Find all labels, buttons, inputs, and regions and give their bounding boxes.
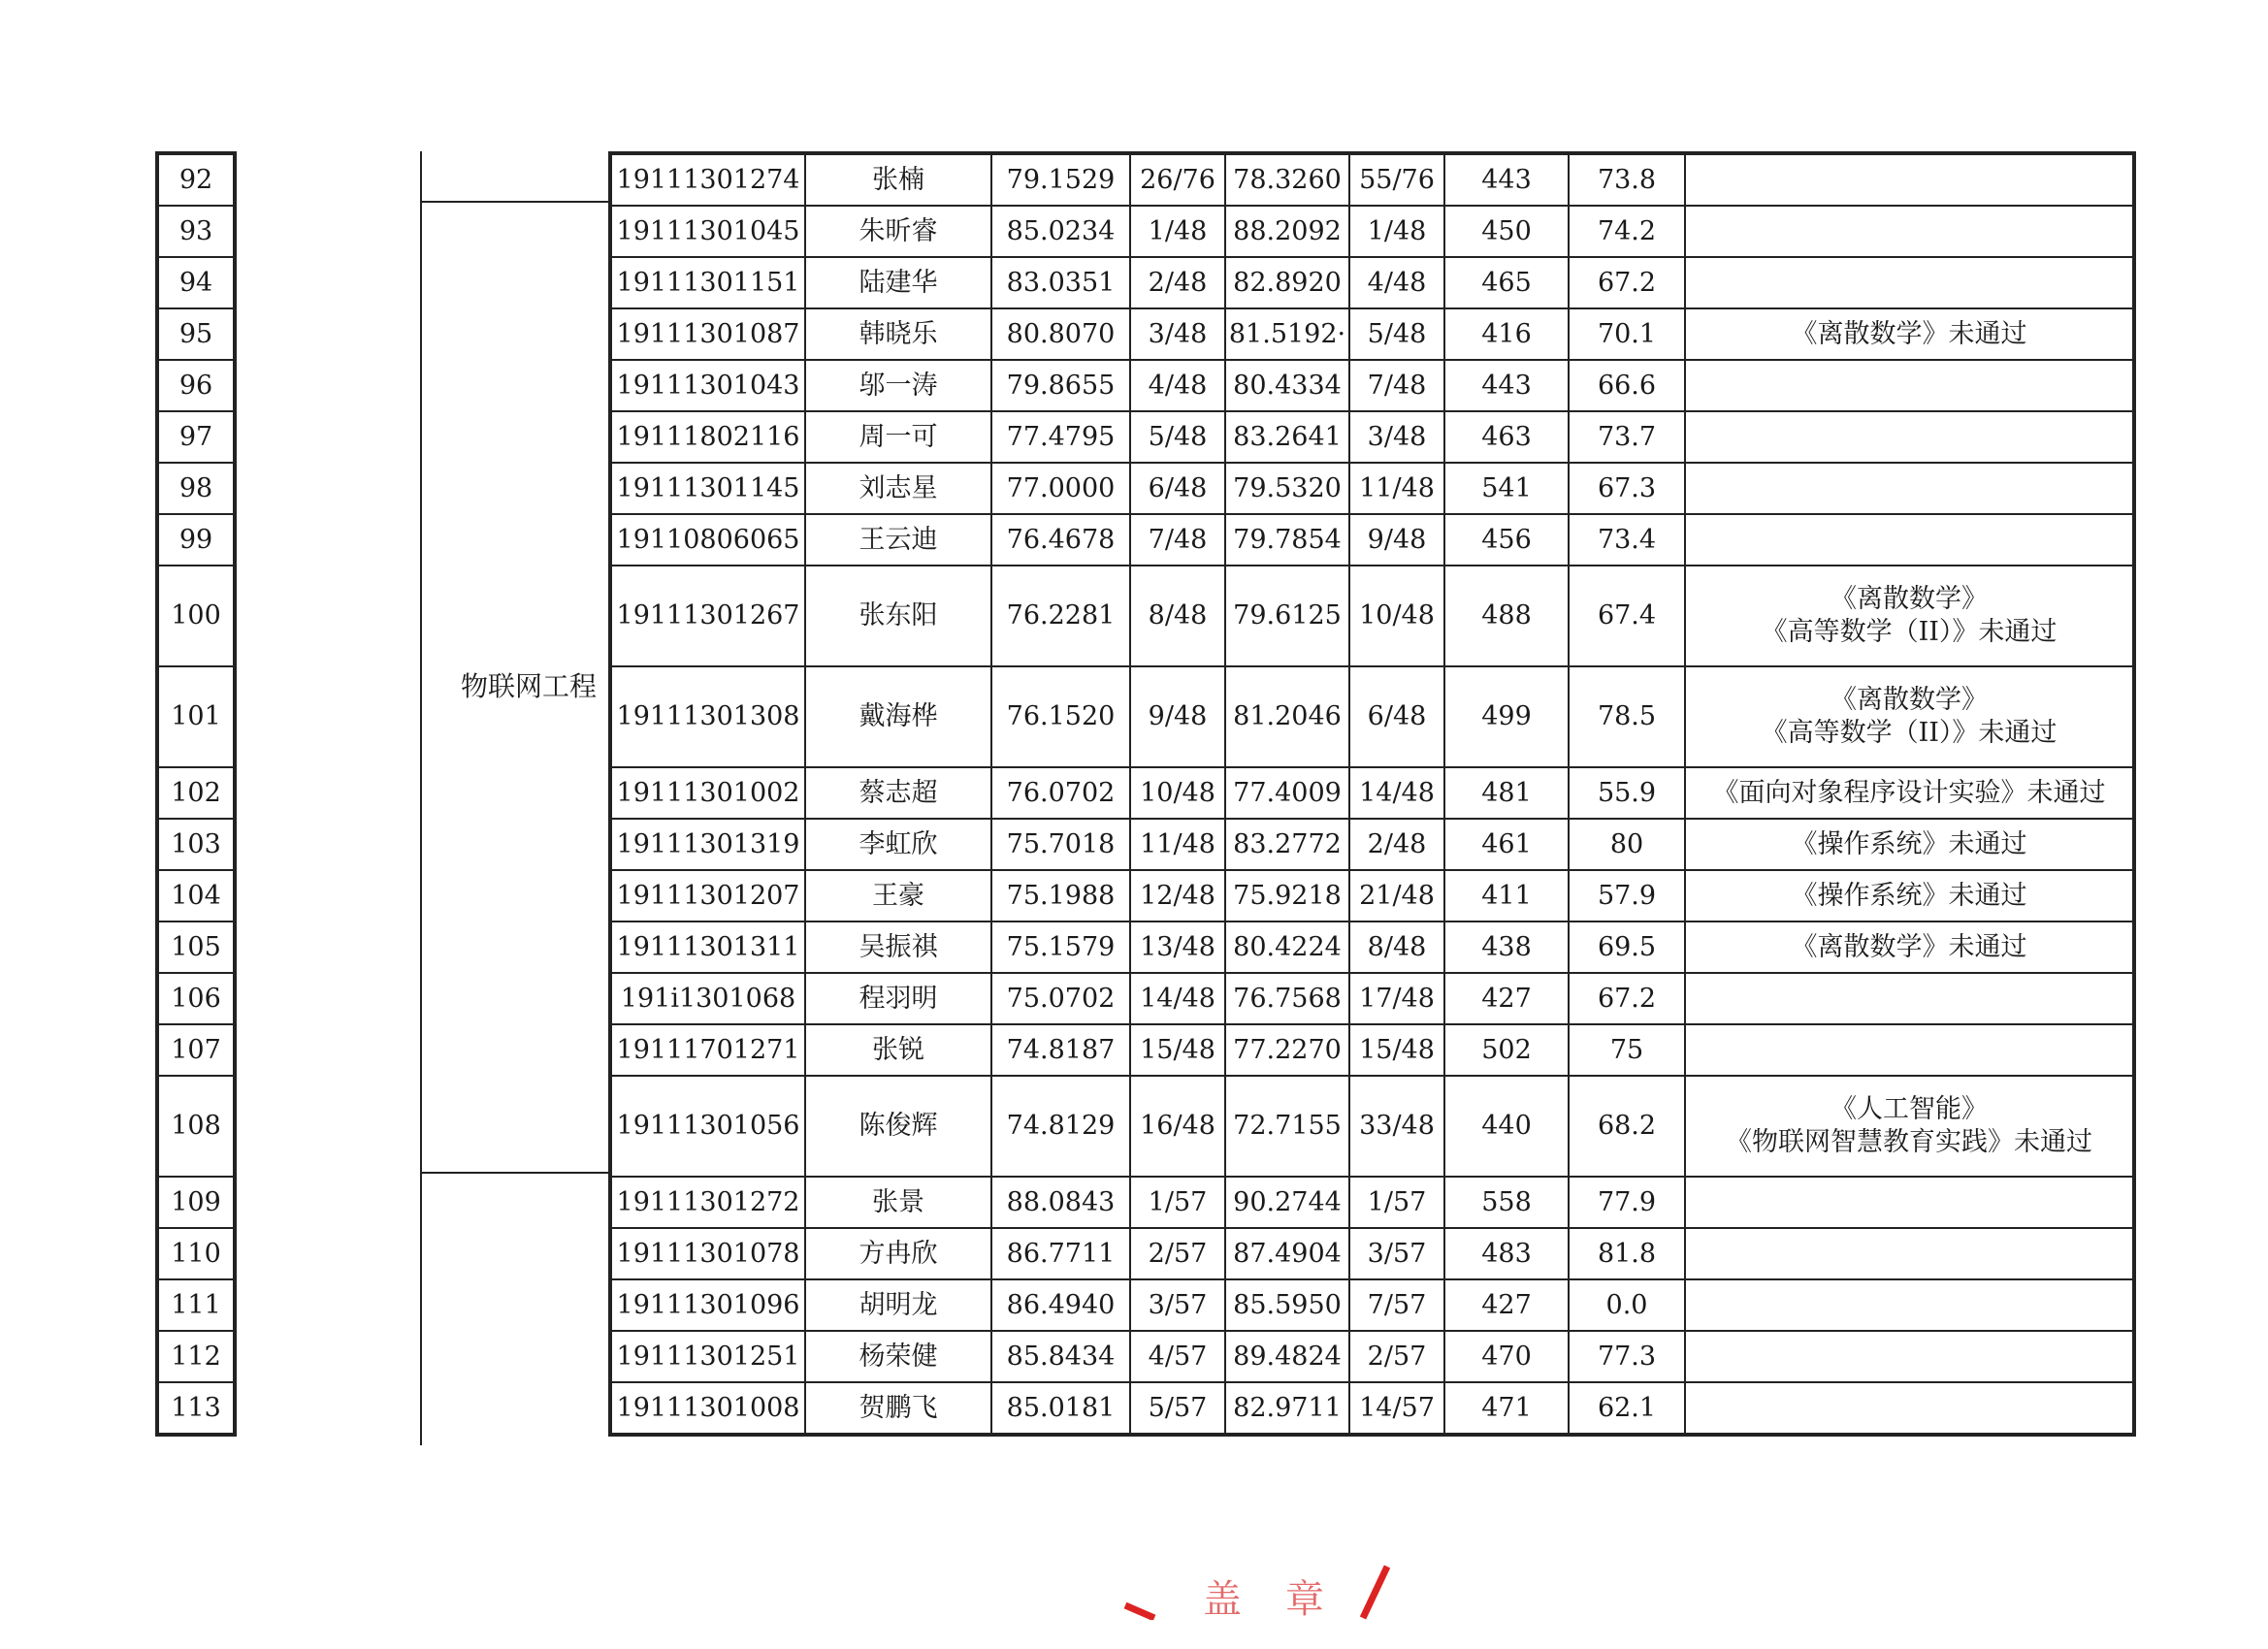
english-score: 77.9 <box>1569 1177 1685 1228</box>
overall-score: 90.2744 <box>1225 1177 1349 1228</box>
remark <box>1685 819 2133 870</box>
overall-rank: 1/48 <box>1349 206 1444 257</box>
overall-rank: 6/48 <box>1349 666 1444 767</box>
overall-rank: 33/48 <box>1349 1076 1444 1177</box>
english-score: 75 <box>1569 1024 1685 1076</box>
english-score: 67.4 <box>1569 566 1685 666</box>
student-name: 蔡志超 <box>805 767 991 819</box>
overall-score: 89.4824 <box>1225 1331 1349 1382</box>
gpa-rank: 9/48 <box>1130 666 1225 767</box>
sequence-number: 98 <box>158 463 234 514</box>
student-id: 19110806065 <box>611 514 805 566</box>
student-id: 19111301056 <box>611 1076 805 1177</box>
english-score: 73.7 <box>1569 411 1685 463</box>
overall-score: 81.2046 <box>1225 666 1349 767</box>
remark <box>1685 463 2133 514</box>
gpa-rank: 14/48 <box>1130 973 1225 1024</box>
overall-score: 80.4224 <box>1225 922 1349 973</box>
credits: 416 <box>1444 308 1569 360</box>
sequence-number: 95 <box>158 308 234 360</box>
gpa-rank: 4/48 <box>1130 360 1225 411</box>
table-row <box>611 154 2133 206</box>
sequence-row <box>158 566 234 666</box>
sequence-number: 96 <box>158 360 234 411</box>
student-id: 19111301319 <box>611 819 805 870</box>
remark-line: 《操作系统》未通过 <box>1791 880 2027 911</box>
student-name: 方冉欣 <box>805 1228 991 1279</box>
remark-line: 《离散数学》 <box>1831 685 1988 715</box>
student-name: 王云迪 <box>805 514 991 566</box>
major-column <box>420 151 611 1445</box>
english-score: 70.1 <box>1569 308 1685 360</box>
gpa-rank: 8/48 <box>1130 566 1225 666</box>
remark <box>1685 1024 2133 1076</box>
svg-text:章: 章 <box>1285 1577 1324 1620</box>
student-name: 朱昕睿 <box>805 206 991 257</box>
gpa-score: 76.4678 <box>991 514 1130 566</box>
overall-score: 83.2772 <box>1225 819 1349 870</box>
credits: 470 <box>1444 1331 1569 1382</box>
student-name: 吴振祺 <box>805 922 991 973</box>
sequence-number: 113 <box>158 1382 234 1434</box>
table-row <box>611 1177 2133 1228</box>
english-score: 78.5 <box>1569 666 1685 767</box>
student-id: 19111301096 <box>611 1279 805 1331</box>
remark <box>1685 411 2133 463</box>
table-row <box>611 666 2133 767</box>
credits: 450 <box>1444 206 1569 257</box>
remark <box>1685 922 2133 973</box>
sequence-row <box>158 973 234 1024</box>
table-row <box>611 1279 2133 1331</box>
student-name: 贺鹏飞 <box>805 1382 991 1434</box>
english-score: 0.0 <box>1569 1279 1685 1331</box>
student-data-table <box>610 153 2134 1435</box>
gpa-score: 76.0702 <box>991 767 1130 819</box>
remark-line: 《离散数学》未通过 <box>1791 318 2027 349</box>
sequence-column <box>155 151 237 1437</box>
sequence-row <box>158 922 234 973</box>
overall-score: 78.3260 <box>1225 154 1349 206</box>
gpa-rank: 7/48 <box>1130 514 1225 566</box>
gpa-rank: 5/48 <box>1130 411 1225 463</box>
gpa-score: 86.7711 <box>991 1228 1130 1279</box>
student-name: 张锐 <box>805 1024 991 1076</box>
english-score: 74.2 <box>1569 206 1685 257</box>
remark <box>1685 308 2133 360</box>
overall-rank: 17/48 <box>1349 973 1444 1024</box>
gpa-score: 86.4940 <box>991 1279 1130 1331</box>
gpa-rank: 12/48 <box>1130 870 1225 922</box>
gpa-score: 79.8655 <box>991 360 1130 411</box>
student-name: 李虹欣 <box>805 819 991 870</box>
student-name: 周一可 <box>805 411 991 463</box>
credits: 443 <box>1444 154 1569 206</box>
student-id: 19111301045 <box>611 206 805 257</box>
english-score: 67.2 <box>1569 257 1685 308</box>
overall-rank: 55/76 <box>1349 154 1444 206</box>
student-id: 191i1301068 <box>611 973 805 1024</box>
sequence-number: 108 <box>158 1076 234 1177</box>
sequence-row <box>158 1382 234 1434</box>
credits: 440 <box>1444 1076 1569 1177</box>
student-id: 19111301002 <box>611 767 805 819</box>
remark-line: 《高等数学（II）》未通过 <box>1761 617 2057 647</box>
gpa-score: 83.0351 <box>991 257 1130 308</box>
student-id: 19111301207 <box>611 870 805 922</box>
overall-score: 75.9218 <box>1225 870 1349 922</box>
overall-score: 80.4334 <box>1225 360 1349 411</box>
table-row <box>611 1228 2133 1279</box>
table-row <box>611 1076 2133 1177</box>
major-label: 物联网工程 <box>460 670 597 702</box>
gpa-score: 74.8129 <box>991 1076 1130 1177</box>
table-row <box>611 411 2133 463</box>
sequence-number: 110 <box>158 1228 234 1279</box>
english-score: 67.3 <box>1569 463 1685 514</box>
table-row <box>611 767 2133 819</box>
remark <box>1685 666 2133 767</box>
sequence-row <box>158 1279 234 1331</box>
sequence-row <box>158 1024 234 1076</box>
sequence-number: 97 <box>158 411 234 463</box>
remark <box>1685 206 2133 257</box>
sequence-row <box>158 767 234 819</box>
sequence-row <box>158 1331 234 1382</box>
remark-line: 《高等数学（II）》未通过 <box>1761 718 2057 748</box>
credits: 488 <box>1444 566 1569 666</box>
remark-line: 《离散数学》未通过 <box>1791 931 2027 962</box>
student-name: 杨荣健 <box>805 1331 991 1382</box>
overall-score: 82.8920 <box>1225 257 1349 308</box>
gpa-score: 76.2281 <box>991 566 1130 666</box>
remark-line: 《物联网智慧教育实践》未通过 <box>1726 1127 2092 1157</box>
gpa-rank: 3/57 <box>1130 1279 1225 1331</box>
overall-rank: 10/48 <box>1349 566 1444 666</box>
student-name: 刘志星 <box>805 463 991 514</box>
table-row <box>611 922 2133 973</box>
sequence-row <box>158 1177 234 1228</box>
student-table <box>608 151 2136 1437</box>
gpa-rank: 13/48 <box>1130 922 1225 973</box>
credits: 427 <box>1444 973 1569 1024</box>
student-id: 19111301308 <box>611 666 805 767</box>
overall-rank: 8/48 <box>1349 922 1444 973</box>
credits: 481 <box>1444 767 1569 819</box>
overall-rank: 14/48 <box>1349 767 1444 819</box>
gpa-score: 77.0000 <box>991 463 1130 514</box>
overall-rank: 21/48 <box>1349 870 1444 922</box>
overall-score: 83.2641 <box>1225 411 1349 463</box>
sequence-number: 100 <box>158 566 234 666</box>
gpa-rank: 15/48 <box>1130 1024 1225 1076</box>
credits: 502 <box>1444 1024 1569 1076</box>
student-id: 19111301078 <box>611 1228 805 1279</box>
english-score: 55.9 <box>1569 767 1685 819</box>
sequence-number: 102 <box>158 767 234 819</box>
svg-text:盖: 盖 <box>1203 1577 1242 1620</box>
sequence-number: 103 <box>158 819 234 870</box>
gpa-score: 88.0843 <box>991 1177 1130 1228</box>
table-row <box>611 819 2133 870</box>
sequence-row <box>158 360 234 411</box>
student-name: 程羽明 <box>805 973 991 1024</box>
overall-rank: 4/48 <box>1349 257 1444 308</box>
sequence-number: 112 <box>158 1331 234 1382</box>
student-name: 张景 <box>805 1177 991 1228</box>
credits: 465 <box>1444 257 1569 308</box>
gpa-score: 75.1988 <box>991 870 1130 922</box>
gpa-score: 75.0702 <box>991 973 1130 1024</box>
sequence-row <box>158 463 234 514</box>
gpa-rank: 5/57 <box>1130 1382 1225 1434</box>
table-row <box>611 566 2133 666</box>
remark <box>1685 1228 2133 1279</box>
gpa-rank: 6/48 <box>1130 463 1225 514</box>
english-score: 69.5 <box>1569 922 1685 973</box>
sequence-number: 99 <box>158 514 234 566</box>
student-id: 19111301145 <box>611 463 805 514</box>
major-group-divider <box>422 201 611 203</box>
gpa-rank: 4/57 <box>1130 1331 1225 1382</box>
red-seal-stamp <box>1116 1562 1407 1620</box>
credits: 456 <box>1444 514 1569 566</box>
sequence-row <box>158 308 234 360</box>
overall-rank: 7/48 <box>1349 360 1444 411</box>
student-name: 邬一涛 <box>805 360 991 411</box>
table-row <box>611 1331 2133 1382</box>
sequence-number: 104 <box>158 870 234 922</box>
table-row <box>611 257 2133 308</box>
sequence-row <box>158 206 234 257</box>
table-row <box>611 973 2133 1024</box>
remark-line: 《操作系统》未通过 <box>1791 828 2027 859</box>
gpa-score: 79.1529 <box>991 154 1130 206</box>
credits: 541 <box>1444 463 1569 514</box>
sequence-number: 94 <box>158 257 234 308</box>
overall-score: 88.2092 <box>1225 206 1349 257</box>
sequence-number: 109 <box>158 1177 234 1228</box>
english-score: 62.1 <box>1569 1382 1685 1434</box>
gpa-rank: 26/76 <box>1130 154 1225 206</box>
student-id: 19111301043 <box>611 360 805 411</box>
gpa-rank: 1/48 <box>1130 206 1225 257</box>
english-score: 73.8 <box>1569 154 1685 206</box>
english-score: 66.6 <box>1569 360 1685 411</box>
english-score: 77.3 <box>1569 1331 1685 1382</box>
english-score: 57.9 <box>1569 870 1685 922</box>
overall-rank: 3/48 <box>1349 411 1444 463</box>
remark <box>1685 973 2133 1024</box>
table-row <box>611 463 2133 514</box>
sequence-row <box>158 514 234 566</box>
student-id: 19111301311 <box>611 922 805 973</box>
student-id: 19111301274 <box>611 154 805 206</box>
student-id: 19111301087 <box>611 308 805 360</box>
overall-rank: 9/48 <box>1349 514 1444 566</box>
overall-score: 72.7155 <box>1225 1076 1349 1177</box>
student-name: 胡明龙 <box>805 1279 991 1331</box>
overall-rank: 1/57 <box>1349 1177 1444 1228</box>
table-row <box>611 308 2133 360</box>
overall-rank: 2/57 <box>1349 1331 1444 1382</box>
english-score: 68.2 <box>1569 1076 1685 1177</box>
overall-score: 79.5320 <box>1225 463 1349 514</box>
overall-score: 82.9711 <box>1225 1382 1349 1434</box>
sequence-table <box>157 153 235 1435</box>
student-id: 19111301151 <box>611 257 805 308</box>
remark <box>1685 566 2133 666</box>
sequence-number: 93 <box>158 206 234 257</box>
english-score: 81.8 <box>1569 1228 1685 1279</box>
student-name: 韩晓乐 <box>805 308 991 360</box>
sequence-number: 106 <box>158 973 234 1024</box>
gpa-rank: 16/48 <box>1130 1076 1225 1177</box>
credits: 499 <box>1444 666 1569 767</box>
table-row <box>611 206 2133 257</box>
gpa-rank: 1/57 <box>1130 1177 1225 1228</box>
overall-rank: 15/48 <box>1349 1024 1444 1076</box>
overall-rank: 3/57 <box>1349 1228 1444 1279</box>
overall-score: 87.4904 <box>1225 1228 1349 1279</box>
remark <box>1685 870 2133 922</box>
remark <box>1685 1279 2133 1331</box>
student-name: 戴海桦 <box>805 666 991 767</box>
gpa-score: 85.0181 <box>991 1382 1130 1434</box>
student-id: 19111802116 <box>611 411 805 463</box>
remark <box>1685 1177 2133 1228</box>
student-id: 19111301251 <box>611 1331 805 1382</box>
overall-score: 79.6125 <box>1225 566 1349 666</box>
remark-line: 《人工智能》 <box>1831 1094 1988 1124</box>
table-row <box>611 1382 2133 1434</box>
sequence-row <box>158 1228 234 1279</box>
gpa-rank: 2/57 <box>1130 1228 1225 1279</box>
remark-line: 《离散数学》 <box>1831 584 1988 614</box>
student-name: 张楠 <box>805 154 991 206</box>
remark <box>1685 1382 2133 1434</box>
gpa-score: 77.4795 <box>991 411 1130 463</box>
student-name: 陆建华 <box>805 257 991 308</box>
sequence-number: 92 <box>158 154 234 206</box>
overall-rank: 14/57 <box>1349 1382 1444 1434</box>
overall-rank: 2/48 <box>1349 819 1444 870</box>
table-row <box>611 870 2133 922</box>
sequence-row <box>158 154 234 206</box>
credits: 427 <box>1444 1279 1569 1331</box>
overall-score: 77.4009 <box>1225 767 1349 819</box>
overall-score: 76.7568 <box>1225 973 1349 1024</box>
overall-score: 81.5192· <box>1225 308 1349 360</box>
sequence-row <box>158 1076 234 1177</box>
table-row <box>611 514 2133 566</box>
gpa-score: 75.1579 <box>991 922 1130 973</box>
student-name: 王豪 <box>805 870 991 922</box>
student-id: 19111301267 <box>611 566 805 666</box>
student-id: 19111301272 <box>611 1177 805 1228</box>
major-group-divider <box>422 1172 611 1174</box>
sequence-row <box>158 819 234 870</box>
credits: 471 <box>1444 1382 1569 1434</box>
gpa-score: 75.7018 <box>991 819 1130 870</box>
gpa-rank: 10/48 <box>1130 767 1225 819</box>
remark <box>1685 767 2133 819</box>
english-score: 80 <box>1569 819 1685 870</box>
credits: 411 <box>1444 870 1569 922</box>
credits: 443 <box>1444 360 1569 411</box>
remark <box>1685 1076 2133 1177</box>
remark <box>1685 154 2133 206</box>
gpa-rank: 11/48 <box>1130 819 1225 870</box>
overall-score: 79.7854 <box>1225 514 1349 566</box>
remark <box>1685 1331 2133 1382</box>
sequence-row <box>158 411 234 463</box>
gpa-score: 85.8434 <box>991 1331 1130 1382</box>
credits: 483 <box>1444 1228 1569 1279</box>
sequence-number: 101 <box>158 666 234 767</box>
student-name: 张东阳 <box>805 566 991 666</box>
remark <box>1685 360 2133 411</box>
sequence-number: 111 <box>158 1279 234 1331</box>
english-score: 73.4 <box>1569 514 1685 566</box>
sequence-row <box>158 870 234 922</box>
student-id: 19111701271 <box>611 1024 805 1076</box>
gpa-score: 74.8187 <box>991 1024 1130 1076</box>
gpa-score: 76.1520 <box>991 666 1130 767</box>
sequence-number: 105 <box>158 922 234 973</box>
sequence-row <box>158 257 234 308</box>
remark <box>1685 257 2133 308</box>
remark <box>1685 514 2133 566</box>
sequence-row <box>158 666 234 767</box>
overall-rank: 5/48 <box>1349 308 1444 360</box>
gpa-rank: 3/48 <box>1130 308 1225 360</box>
overall-rank: 7/57 <box>1349 1279 1444 1331</box>
overall-score: 85.5950 <box>1225 1279 1349 1331</box>
gpa-score: 85.0234 <box>991 206 1130 257</box>
gpa-rank: 2/48 <box>1130 257 1225 308</box>
credits: 463 <box>1444 411 1569 463</box>
sequence-number: 107 <box>158 1024 234 1076</box>
student-id: 19111301008 <box>611 1382 805 1434</box>
table-row <box>611 1024 2133 1076</box>
overall-rank: 11/48 <box>1349 463 1444 514</box>
remark-line: 《面向对象程序设计实验》未通过 <box>1712 777 2106 808</box>
table-row <box>611 360 2133 411</box>
overall-score: 77.2270 <box>1225 1024 1349 1076</box>
gpa-score: 80.8070 <box>991 308 1130 360</box>
credits: 558 <box>1444 1177 1569 1228</box>
credits: 438 <box>1444 922 1569 973</box>
credits: 461 <box>1444 819 1569 870</box>
english-score: 67.2 <box>1569 973 1685 1024</box>
student-name: 陈俊辉 <box>805 1076 991 1177</box>
